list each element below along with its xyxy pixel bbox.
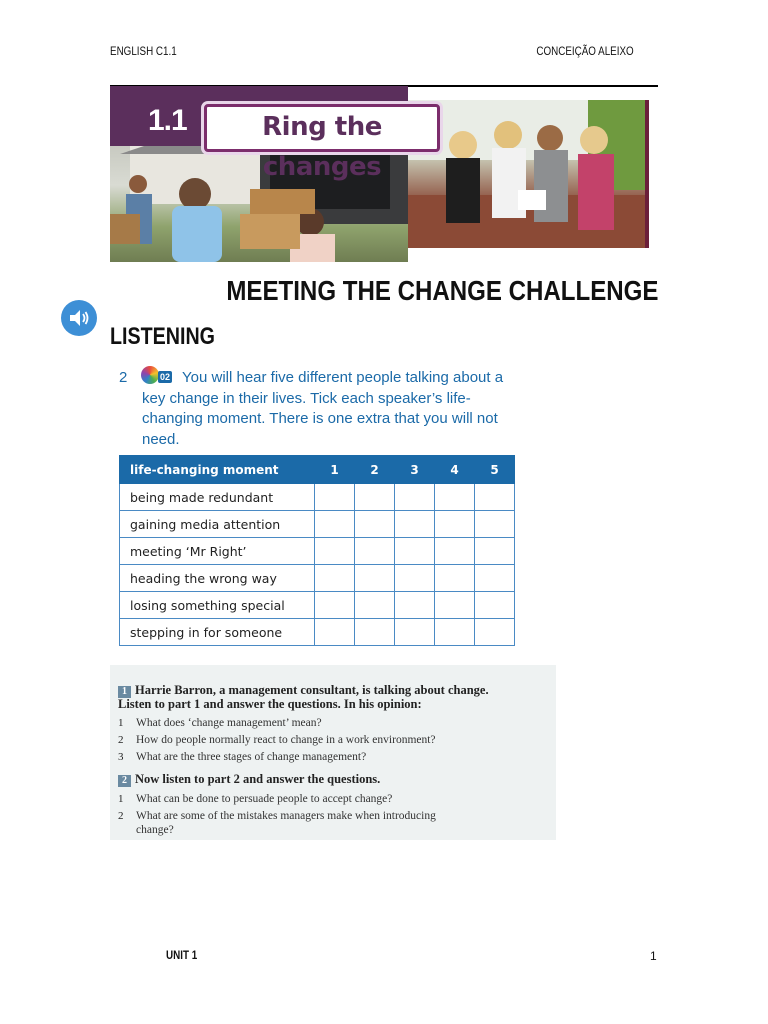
- tick-cell[interactable]: [435, 592, 475, 619]
- table-header-row: [120, 456, 515, 484]
- question-number: 2: [118, 734, 124, 746]
- unit-title-box: [204, 104, 440, 182]
- part1-intro: [118, 683, 489, 698]
- table-row: [120, 565, 515, 592]
- row-label: stepping in for someone: [120, 619, 315, 646]
- tick-cell[interactable]: [475, 592, 515, 619]
- tick-cell[interactable]: [435, 484, 475, 511]
- tick-cell[interactable]: [475, 511, 515, 538]
- row-label: being made redundant: [120, 484, 315, 511]
- unit-banner: [110, 86, 645, 262]
- tick-cell[interactable]: [395, 619, 435, 646]
- scanned-exercise: [110, 665, 556, 840]
- tick-cell[interactable]: [355, 538, 395, 565]
- header-right: CONCEIÇÃO ALEIXO: [536, 44, 634, 58]
- question-text: What does ‘change management’ mean?: [136, 717, 322, 729]
- tick-cell[interactable]: [315, 565, 355, 592]
- tick-cell[interactable]: [395, 592, 435, 619]
- row-label: losing something special: [120, 592, 315, 619]
- question-number: 1: [118, 717, 124, 729]
- tick-cell[interactable]: [475, 619, 515, 646]
- part2-badge: 2: [118, 775, 131, 787]
- row-label: gaining media attention: [120, 511, 315, 538]
- tick-cell[interactable]: [315, 619, 355, 646]
- tick-cell[interactable]: [315, 484, 355, 511]
- exercise-instructions: You will hear five different people talking about a key change in their lives. Tick each speaker’s life-changing moment. There is one extra that you will not need.: [142, 369, 504, 448]
- section-title: LISTENING: [110, 323, 215, 350]
- table-row: [120, 484, 515, 511]
- part1-line2: Listen to part 1 and answer the questions. In his opinion:: [118, 697, 422, 711]
- tick-cell[interactable]: [395, 565, 435, 592]
- question-text: What can be done to persuade people to accept change?: [136, 793, 393, 805]
- tick-cell[interactable]: [355, 511, 395, 538]
- question-number: 2: [118, 810, 124, 822]
- header-left: ENGLISH C1.1: [110, 44, 177, 58]
- table-row: [120, 592, 515, 619]
- tick-cell[interactable]: [315, 592, 355, 619]
- audio-play-button[interactable]: [61, 300, 97, 336]
- tick-cell[interactable]: [435, 619, 475, 646]
- track-number: 02: [160, 372, 171, 382]
- question-text: How do people normally react to change in a work environment?: [136, 734, 436, 746]
- tick-cell[interactable]: [395, 538, 435, 565]
- tick-cell[interactable]: [435, 538, 475, 565]
- tick-cell[interactable]: [475, 538, 515, 565]
- table-header-cell: 3: [395, 456, 435, 484]
- speaker-icon: [68, 309, 90, 327]
- exercise-number: 2: [119, 369, 128, 386]
- tick-cell[interactable]: [315, 511, 355, 538]
- tick-cell[interactable]: [475, 565, 515, 592]
- page-number: 1: [650, 949, 657, 963]
- unit-number: 1.1: [148, 104, 187, 137]
- table-header-cell: life-changing moment: [120, 456, 315, 484]
- table-header-cell: 2: [355, 456, 395, 484]
- tick-cell[interactable]: [355, 565, 395, 592]
- tick-cell[interactable]: [355, 484, 395, 511]
- question-text-continued: change?: [136, 824, 174, 836]
- tick-cell[interactable]: [475, 484, 515, 511]
- part2-intro: [118, 772, 380, 787]
- question-number: 3: [118, 751, 124, 763]
- students-photo: [408, 100, 649, 248]
- question-text: What are the three stages of change management?: [136, 751, 367, 763]
- answer-table: [119, 455, 515, 646]
- tick-cell[interactable]: [355, 592, 395, 619]
- row-label: meeting ‘Mr Right’: [120, 538, 315, 565]
- table-header-cell: 1: [315, 456, 355, 484]
- tick-cell[interactable]: [435, 565, 475, 592]
- footer-unit: UNIT 1: [166, 948, 198, 962]
- tick-cell[interactable]: [395, 484, 435, 511]
- table-header-cell: 5: [475, 456, 515, 484]
- table-row: [120, 538, 515, 565]
- unit-title: Ring the changes: [262, 112, 382, 182]
- tick-cell[interactable]: [355, 619, 395, 646]
- question-number: 1: [118, 793, 124, 805]
- part1-badge: 1: [118, 686, 131, 698]
- question-text: What are some of the mistakes managers make when introducing: [136, 810, 436, 822]
- page-title: MEETING THE CHANGE CHALLENGE: [225, 275, 658, 306]
- table-header-cell: 4: [435, 456, 475, 484]
- row-label: heading the wrong way: [120, 565, 315, 592]
- part1-line1: Harrie Barron, a management consultant, is talking about change.: [135, 683, 489, 697]
- tick-cell[interactable]: [435, 511, 475, 538]
- table-row: [120, 511, 515, 538]
- table-row: [120, 619, 515, 646]
- tick-cell[interactable]: [395, 511, 435, 538]
- tick-cell[interactable]: [315, 538, 355, 565]
- part2-line: Now listen to part 2 and answer the questions.: [135, 772, 381, 786]
